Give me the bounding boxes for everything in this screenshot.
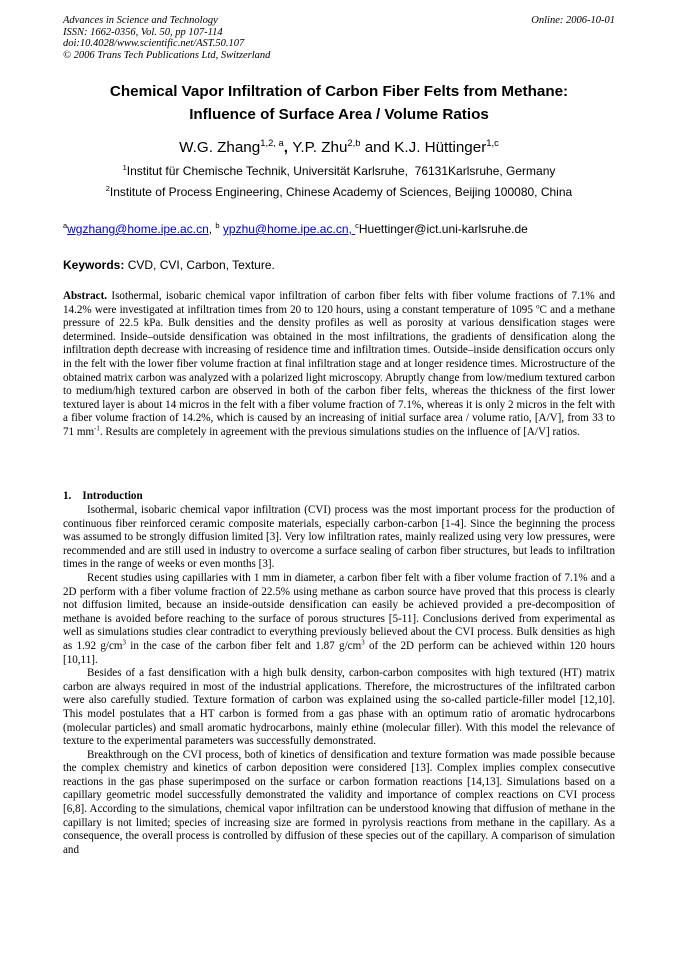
email-line (63, 221, 615, 237)
title-line-1: Chemical Vapor Infiltration of Carbon Fiber Felts from Methane: (109, 83, 569, 100)
section-heading (63, 490, 615, 504)
paragraph (63, 572, 615, 667)
abstract-text: Isothermal, isobaric chemical vapor infiltration of carbon fiber felts with fiber volume fractions of 7.1% and 14.2% were investigated at infiltration times from 20 to 120 hours, using a constant temperature of 1095 (63, 290, 615, 316)
email-separator: , (208, 222, 216, 236)
email-huettinger: Huettinger@ict.uni-karlsruhe.de (358, 222, 528, 236)
email-marker: b (215, 221, 220, 230)
keywords-text: CVD, CVI, Carbon, Texture. (124, 258, 275, 272)
affiliation-number: 1 (122, 163, 127, 172)
author-conjunction: and (360, 139, 395, 156)
abstract-label: Abstract. (63, 290, 108, 302)
abstract-text: . Results are completely in agreement with the previous simulations studies on the influence of [A/V] ratios. (99, 425, 580, 438)
section-number: 1. (63, 490, 72, 502)
online-date: Online: 2006-10-01 (531, 15, 615, 26)
paragraph-text: of the 2D perform can be achieved within 120 hours [10,11]. (63, 639, 615, 666)
paragraph-text: in the case of the carbon fiber felt and 1.87 g/cm (125, 639, 362, 652)
exponent: 3 (361, 639, 365, 647)
author-affiliation-marker: 1,2, a (260, 136, 284, 148)
exponent: -1 (94, 425, 100, 433)
abstract-text: C and a methane pressure of 22.5 kPa. Bulk densities and the density profiles as well as porosity at various densification stages were determined. Inside–outside densification was obtained in the most infiltrations, the gradients of densification along the infiltration depth decrease with increasing of residence time and infiltration times. Outside–inside densification occurs only in the felt with the lower fiber volume fraction at final infiltration stage and at longer residence times. Microstructure of the obtained matrix carbon was analyzed with a polarized light microscopy. Abruptly change from low/medium textured carbon to medium/high textured carbon are observed in both of the carbon fiber felts, whereas the thickness of the first lower textured layer is about 14 micros in the felt with a fiber volume fraction of 7.1%, whereas it is only 2 micros in the felt with a fiber volume fraction of 14.2%, which is caused by an increasing of initial surface area / volume ratio, [A/V], from 33 to 71 mm (63, 303, 615, 438)
journal-name: Advances in Science and Technology (63, 15, 218, 26)
journal-header (63, 15, 615, 61)
abstract (63, 290, 615, 440)
doi-line: doi:10.4028/www.scientific.net/AST.50.107 (63, 38, 245, 49)
author-separator: , (283, 139, 293, 156)
affiliation-1 (63, 163, 615, 179)
author-affiliation-marker: 1,c (486, 136, 499, 148)
paragraph: Besides of a fast densification with a high bulk density, carbon-carbon composites with high textured (HT) matrix carbon are always required in most of the industrial applications. Therefore, the microstructures of the infiltrated carbon were also carefully studied. Texture formation of carbon was explained using the so-called particle-filler model [12,10]. This model postulates that a HT carbon is formed from a gas phase with an optimum ratio of aromatic hydrocarbons (molecular particles) and small aromatic hydrocarbons, mainly ethine (molecular filler). With this model the relevance of texture to the experimental parameters was successfully demonstrated. (63, 667, 615, 748)
degree-symbol: o (536, 302, 540, 310)
exponent: 3 (122, 639, 126, 647)
email-link-zhang[interactable]: wgzhang@home.ipe.ac.cn (67, 222, 209, 236)
title-line-2: Influence of Surface Area / Volume Ratios (189, 106, 489, 123)
author-name: W.G. Zhang (179, 139, 261, 156)
paragraph: Isothermal, isobaric chemical vapor infiltration (CVI) process was the most important process for the production of continuous fiber reinforced ceramic composite materials, especially carbon-carbon [1-4]. Since the beginning the process was assumed to be strongly diffusion limited [3]. Very low infiltration rates, mainly realized using very low pressures, were recommended and are still used in industry to overcome a surface sealing of carbon fiber structures, but leads to infiltration times in the range of weeks or even months [3]. (63, 504, 615, 571)
keywords-label: Keywords: (63, 258, 125, 272)
author-list (63, 138, 615, 158)
section-title: Introduction (82, 490, 143, 502)
paragraph: Breakthrough on the CVI process, both of kinetics of densification and texture formation was made possible because the complex chemistry and kinetics of carbon deposition were considered [13]. Complex implies complex consecutive reactions in the gas phase superimposed on the surface or carbon formation reactions [14,13]. Simulations based on a capillary geometric model successfully demonstrated the validity and importance of complex reactions on CVI process [6,8]. According to the simulations, chemical vapor infiltration can be understood knowing that diffusion of methane in the capillary is not limited; species of increasing size are formed in pyrolysis reactions from methane in the capillary. As a consequence, the overall process is controlled by diffusion of these species out of the capillary. A comparison of simulation and (63, 748, 615, 856)
author-affiliation-marker: 2,b (347, 136, 361, 148)
affiliation-text: Institute of Process Engineering, Chinese Academy of Sciences, Beijing 100080, China (109, 185, 573, 199)
introduction-body (63, 504, 615, 857)
keywords (63, 257, 615, 273)
author-name: Y.P. Zhu (292, 139, 348, 156)
issn-line: ISSN: 1662-0356, Vol. 50, pp 107-114 (63, 26, 223, 38)
paper-title (63, 80, 615, 126)
paragraph-text: Recent studies using capillaries with 1 mm in diameter, a carbon fiber felt with a fiber volume fraction of 7.1% and a 2D perform with a fiber volume fraction of 22.5% using methane as carbon source have proved that this process is clearly not diffusion limited, because an inside-outside densification can easily be achieved provided a pre-decomposition of methane is avoided before reaching to the surface of porous structures [5-11]. Conclusions derived from experimental as well as simulations studies clear contradict to everything previously believed about the CVI process. Bulk densities as high as 1.92 g/cm (63, 571, 615, 652)
email-marker: a (63, 221, 68, 230)
copyright-line: © 2006 Trans Tech Publications Ltd, Switzerland (63, 49, 271, 61)
affiliation-number: 2 (105, 184, 110, 193)
affiliation-2 (63, 184, 615, 200)
author-name: K.J. Hüttinger (394, 139, 487, 156)
email-marker: c (355, 221, 359, 230)
affiliation-text: Institut für Chemische Technik, Universität Karlsruhe, 76131Karlsruhe, Germany (126, 164, 556, 178)
email-link-zhu[interactable]: ypzhu@home.ipe.ac.cn, (222, 222, 356, 236)
